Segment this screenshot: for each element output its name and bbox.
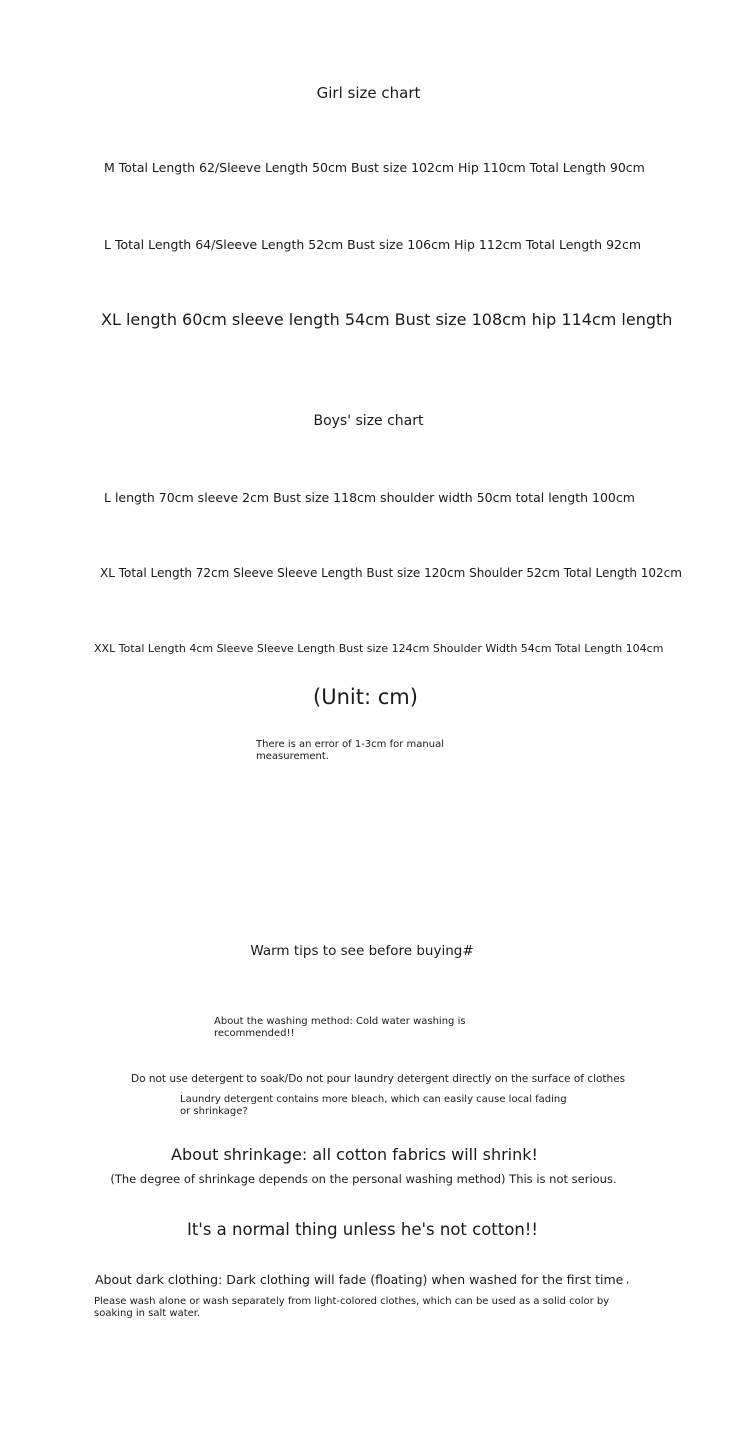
boys-size-row-xl: XL Total Length 72cm Sleeve Sleeve Length Bust size 120cm Shoulder 52cm Total Length 102cm: [100, 566, 682, 580]
shrinkage-title: About shrinkage: all cotton fabrics will shrink!: [171, 1145, 538, 1164]
girl-size-row-m: M Total Length 62/Sleeve Length 50cm Bust size 102cm Hip 110cm Total Length 90cm: [104, 160, 645, 175]
warm-tips-title: Warm tips to see before buying#: [250, 943, 474, 959]
dark-clothing-note: About dark clothing: Dark clothing will fade (floating) when washed for the first time: [95, 1272, 624, 1287]
boys-size-row-xxl: XXL Total Length 4cm Sleeve Sleeve Length Bust size 124cm Shoulder Width 54cm Total Length 104cm: [94, 642, 664, 655]
boys-size-chart-title: Boys' size chart: [313, 413, 424, 429]
bleach-note: Laundry detergent contains more bleach, which can easily cause local fading or shrinkage?: [180, 1094, 567, 1117]
girl-size-row-xl: XL length 60cm sleeve length 54cm Bust size 108cm hip 114cm length: [101, 310, 673, 329]
unit-label: (Unit: cm): [313, 685, 418, 709]
washing-method-note: About the washing method: Cold water washing is recommended!!: [214, 1016, 466, 1039]
girl-size-row-l: L Total Length 64/Sleeve Length 52cm Bust size 106cm Hip 112cm Total Length 92cm: [104, 237, 642, 252]
comma-mark: ,: [626, 1275, 630, 1286]
girl-size-chart-title: Girl size chart: [316, 84, 421, 102]
shrinkage-degree-note: (The degree of shrinkage depends on the personal washing method) This is not serious.: [110, 1172, 617, 1186]
no-soak-note: Do not use detergent to soak/Do not pour laundry detergent directly on the surface of clothes: [131, 1073, 626, 1085]
measurement-error-note: There is an error of 1-3cm for manual measurement.: [256, 739, 444, 762]
normal-thing-note: It's a normal thing unless he's not cotton!!: [186, 1220, 539, 1239]
wash-alone-note: Please wash alone or wash separately from light-colored clothes, which can be used as a solid color by soaking in salt water.: [94, 1296, 610, 1319]
boys-size-row-l: L length 70cm sleeve 2cm Bust size 118cm shoulder width 50cm total length 100cm: [104, 490, 635, 505]
